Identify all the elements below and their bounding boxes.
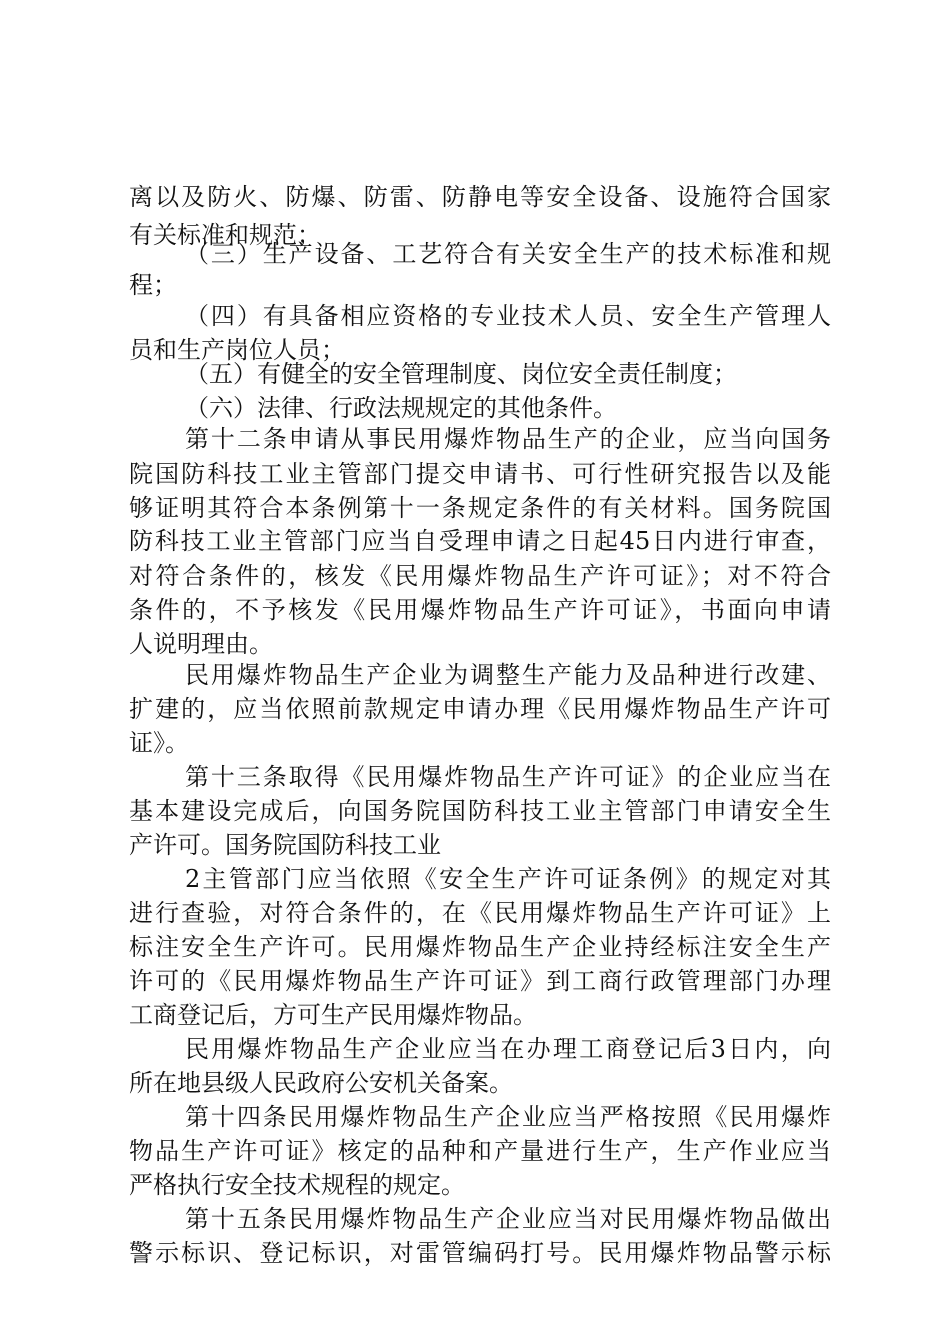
- text-line: 基本建设完成后，向国务院国防科技工业主管部门申请安全生: [129, 797, 831, 825]
- text-line: 严格执行安全技术规程的规定。: [129, 1171, 465, 1199]
- text-line: 有关标准和规范；: [129, 221, 321, 249]
- text-line: 扩建的，应当依照前款规定申请办理《民用爆炸物品生产许可: [129, 695, 831, 723]
- text-line: 条件的，不予核发《民用爆炸物品生产许可证》，书面向申请: [129, 596, 831, 624]
- text-line: 离以及防火、防爆、防雷、防静电等安全设备、设施符合国家: [129, 183, 831, 211]
- text-line: 物品生产许可证》核定的品种和产量进行生产，生产作业应当: [129, 1137, 831, 1165]
- text-line: 2主管部门应当依照《安全生产许可证条例》的规定对其: [185, 865, 831, 893]
- text-line: 人说明理由。: [129, 630, 273, 658]
- text-line: 标注安全生产许可。民用爆炸物品生产企业持经标注安全生产: [129, 933, 831, 961]
- text-line: 对符合条件的，核发《民用爆炸物品生产许可证》；对不符合: [129, 562, 831, 590]
- text-line: 防科技工业主管部门应当自受理申请之日起45日内进行审查，: [129, 527, 831, 555]
- text-line: 第十四条民用爆炸物品生产企业应当严格按照《民用爆炸: [185, 1103, 831, 1131]
- text-line: 院国防科技工业主管部门提交申请书、可行性研究报告以及能: [129, 460, 831, 488]
- text-line: 民用爆炸物品生产企业应当在办理工商登记后3日内，向: [185, 1035, 831, 1063]
- text-line: 民用爆炸物品生产企业为调整生产能力及品种进行改建、: [185, 661, 831, 689]
- text-line: 许可的《民用爆炸物品生产许可证》到工商行政管理部门办理: [129, 967, 831, 995]
- text-line: 警示标识、登记标识，对雷管编码打号。民用爆炸物品警示标: [129, 1239, 831, 1267]
- text-line: 程；: [129, 271, 177, 299]
- text-line: 第十三条取得《民用爆炸物品生产许可证》的企业应当在: [185, 763, 831, 791]
- text-line: 证》。: [129, 729, 189, 757]
- text-line: （六）法律、行政法规规定的其他条件。: [185, 394, 617, 422]
- text-line: 第十二条申请从事民用爆炸物品生产的企业，应当向国务: [185, 425, 831, 453]
- text-line: 所在地县级人民政府公安机关备案。: [129, 1069, 513, 1097]
- text-line: （五）有健全的安全管理制度、岗位安全责任制度；: [185, 360, 737, 388]
- text-line: 员和生产岗位人员；: [129, 336, 345, 364]
- text-line: 第十五条民用爆炸物品生产企业应当对民用爆炸物品做出: [185, 1205, 831, 1233]
- text-line: 进行查验，对符合条件的，在《民用爆炸物品生产许可证》上: [129, 899, 831, 927]
- text-line: （三）生产设备、工艺符合有关安全生产的技术标准和规: [185, 240, 831, 268]
- text-line: （四）有具备相应资格的专业技术人员、安全生产管理人: [185, 302, 831, 330]
- text-line: 工商登记后，方可生产民用爆炸物品。: [129, 1001, 537, 1029]
- text-line: 产许可。国务院国防科技工业: [129, 831, 441, 859]
- text-line: 够证明其符合本条例第十一条规定条件的有关材料。国务院国: [129, 494, 831, 522]
